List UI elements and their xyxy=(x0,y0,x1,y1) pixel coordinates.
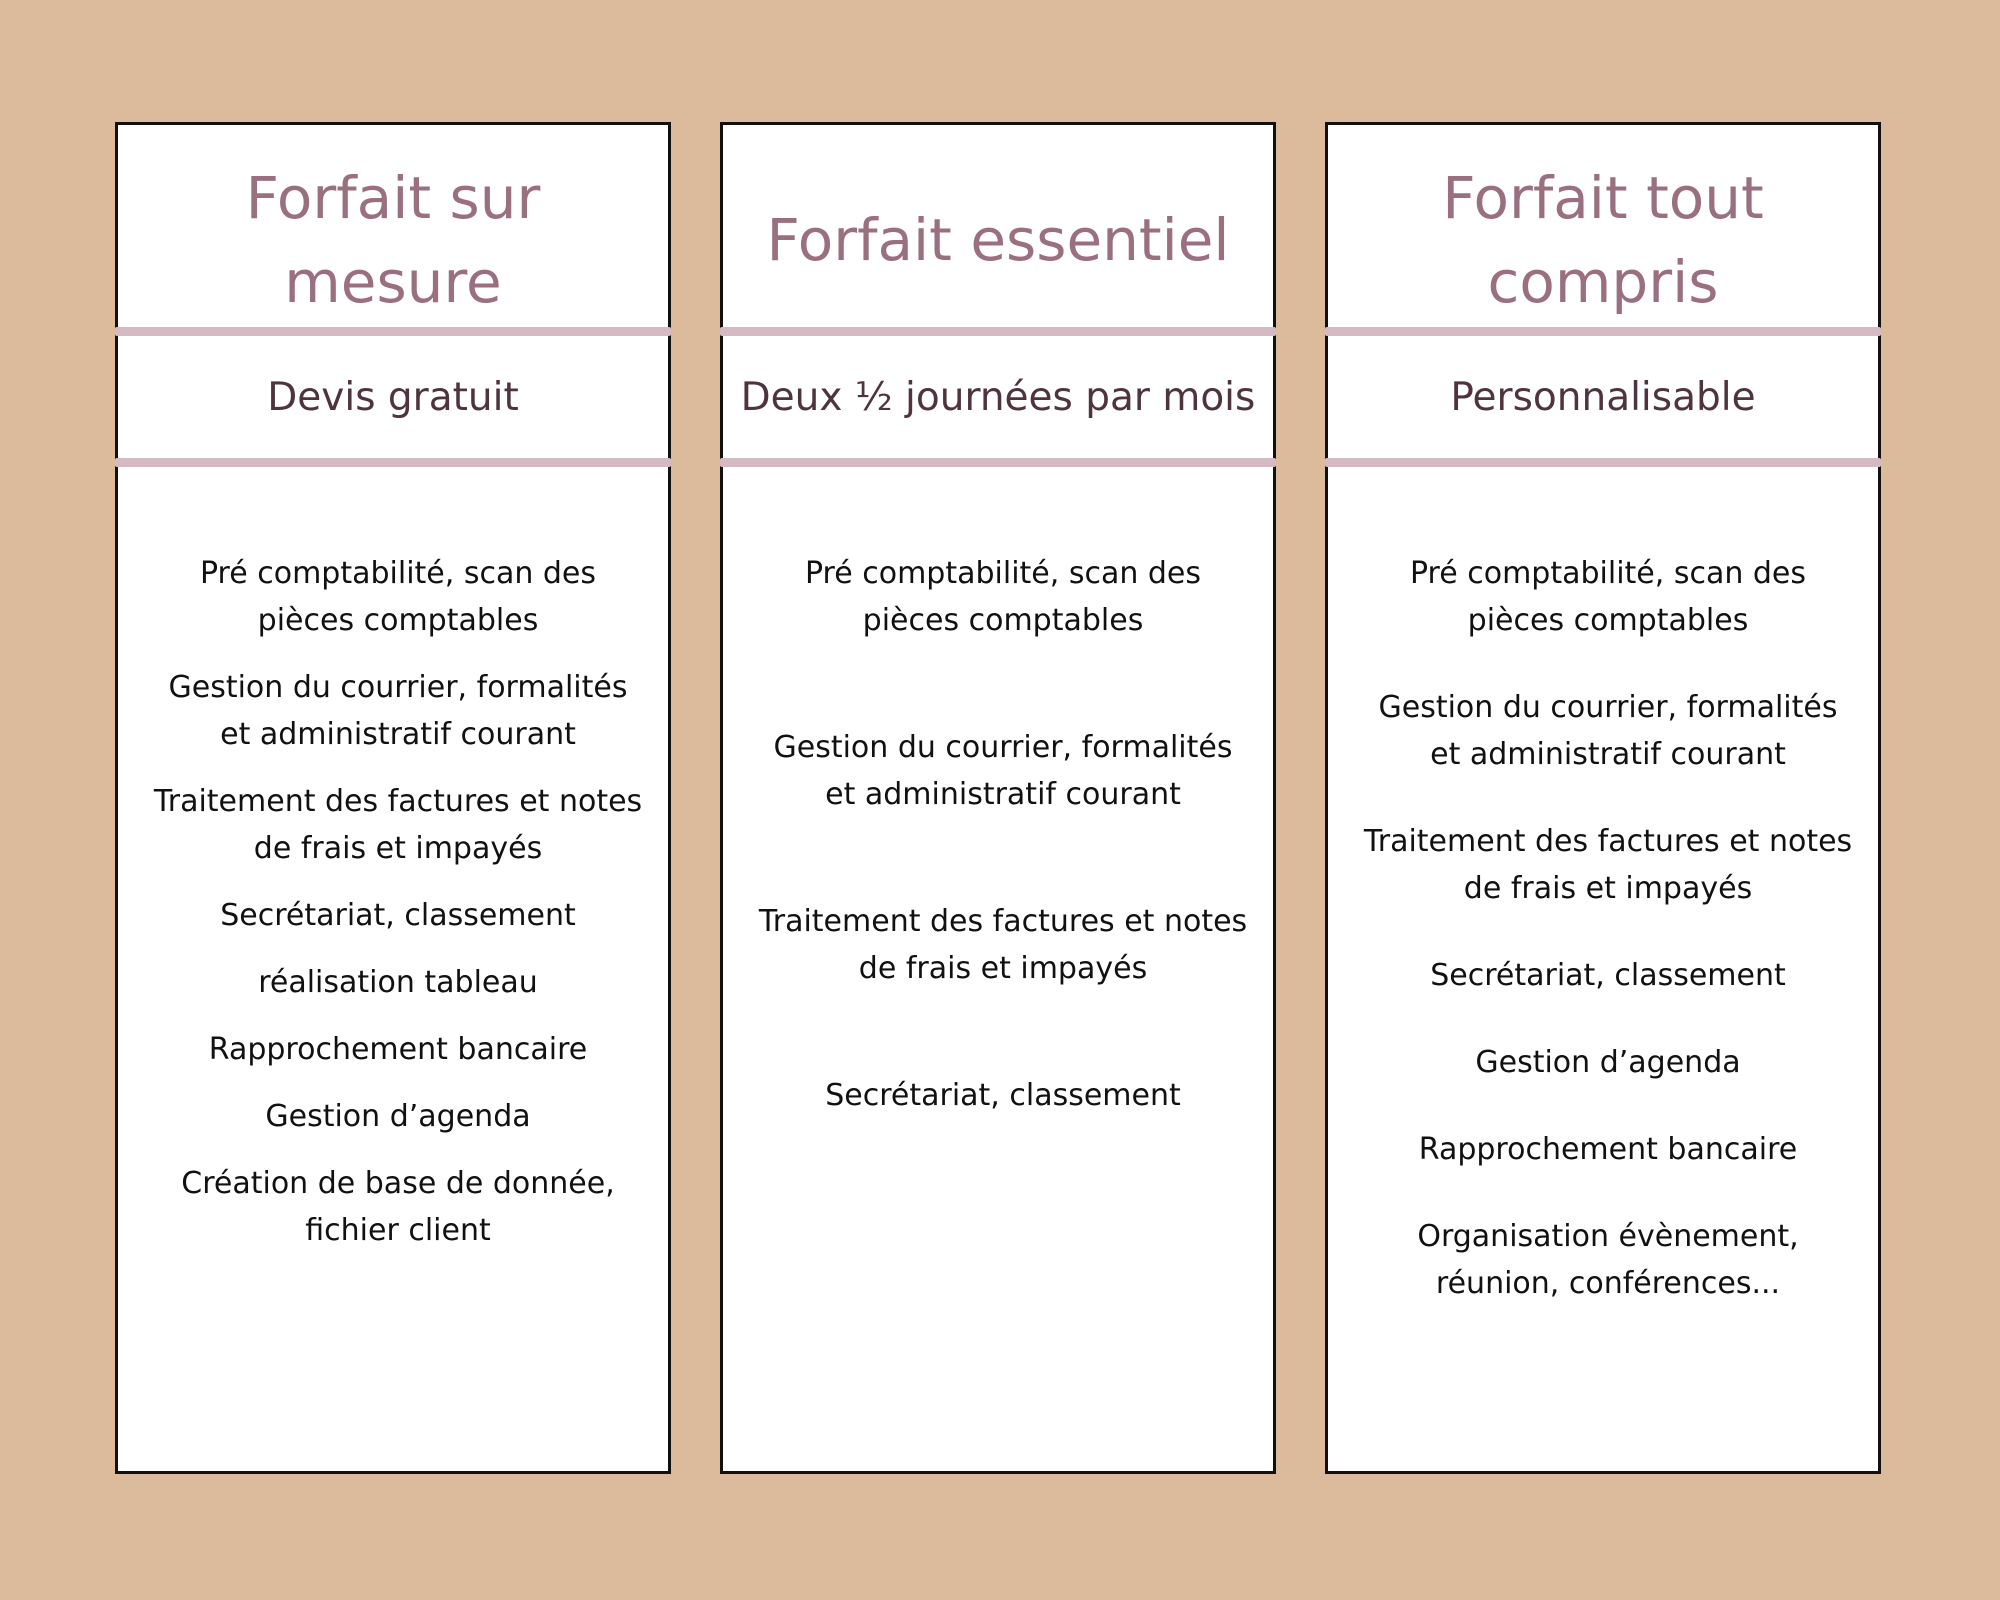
feature-item: Pré comptabilité, scan des pièces comptables xyxy=(804,556,1202,638)
divider xyxy=(1325,327,1881,336)
divider xyxy=(720,327,1276,336)
plan-title: Forfait essentiel xyxy=(766,206,1230,274)
feature-item: Pré comptabilité, scan des pièces comptables xyxy=(1409,556,1807,638)
feature-item: Traitement des factures et notes de frais et impayés xyxy=(153,784,643,866)
feature-item: Gestion d’agenda xyxy=(265,1099,531,1134)
feature-item: Traitement des factures et notes de frais et impayés xyxy=(758,904,1248,986)
plan-subtitle: Deux ½ journées par mois xyxy=(740,374,1256,420)
plan-card-essentiel xyxy=(720,122,1276,1474)
plan-title: Forfait tout compris xyxy=(1442,164,1764,316)
feature-list xyxy=(743,550,1263,1199)
plan-title: Forfait sur mesure xyxy=(245,164,541,316)
feature-item: Rapprochement bancaire xyxy=(1418,1132,1798,1167)
feature-item: Gestion d’agenda xyxy=(1475,1045,1741,1080)
feature-item: Secrétariat, classement xyxy=(1430,958,1786,993)
divider xyxy=(115,327,671,336)
plan-card-sur-mesure xyxy=(115,122,671,1474)
plan-subtitle: Devis gratuit xyxy=(267,374,519,420)
feature-item: Secrétariat, classement xyxy=(825,1078,1181,1113)
feature-item: Gestion du courrier, formalités et administratif courant xyxy=(168,670,628,752)
feature-item: Traitement des factures et notes de frais et impayés xyxy=(1363,824,1853,906)
feature-item: Rapprochement bancaire xyxy=(208,1032,588,1067)
feature-item: Organisation évènement, réunion, conférences... xyxy=(1417,1219,1799,1301)
feature-item: Création de base de donnée, fichier client xyxy=(181,1166,615,1248)
plan-card-tout-compris xyxy=(1325,122,1881,1474)
feature-item: Gestion du courrier, formalités et administratif courant xyxy=(773,730,1233,812)
feature-list xyxy=(1348,550,1868,1347)
plan-subtitle: Personnalisable xyxy=(1450,374,1756,420)
feature-item: Secrétariat, classement xyxy=(220,898,576,933)
feature-item: réalisation tableau xyxy=(258,965,538,1000)
divider xyxy=(115,458,671,467)
feature-item: Pré comptabilité, scan des pièces comptables xyxy=(199,556,597,638)
feature-list xyxy=(138,550,658,1274)
divider xyxy=(720,458,1276,467)
divider xyxy=(1325,458,1881,467)
feature-item: Gestion du courrier, formalités et administratif courant xyxy=(1378,690,1838,772)
